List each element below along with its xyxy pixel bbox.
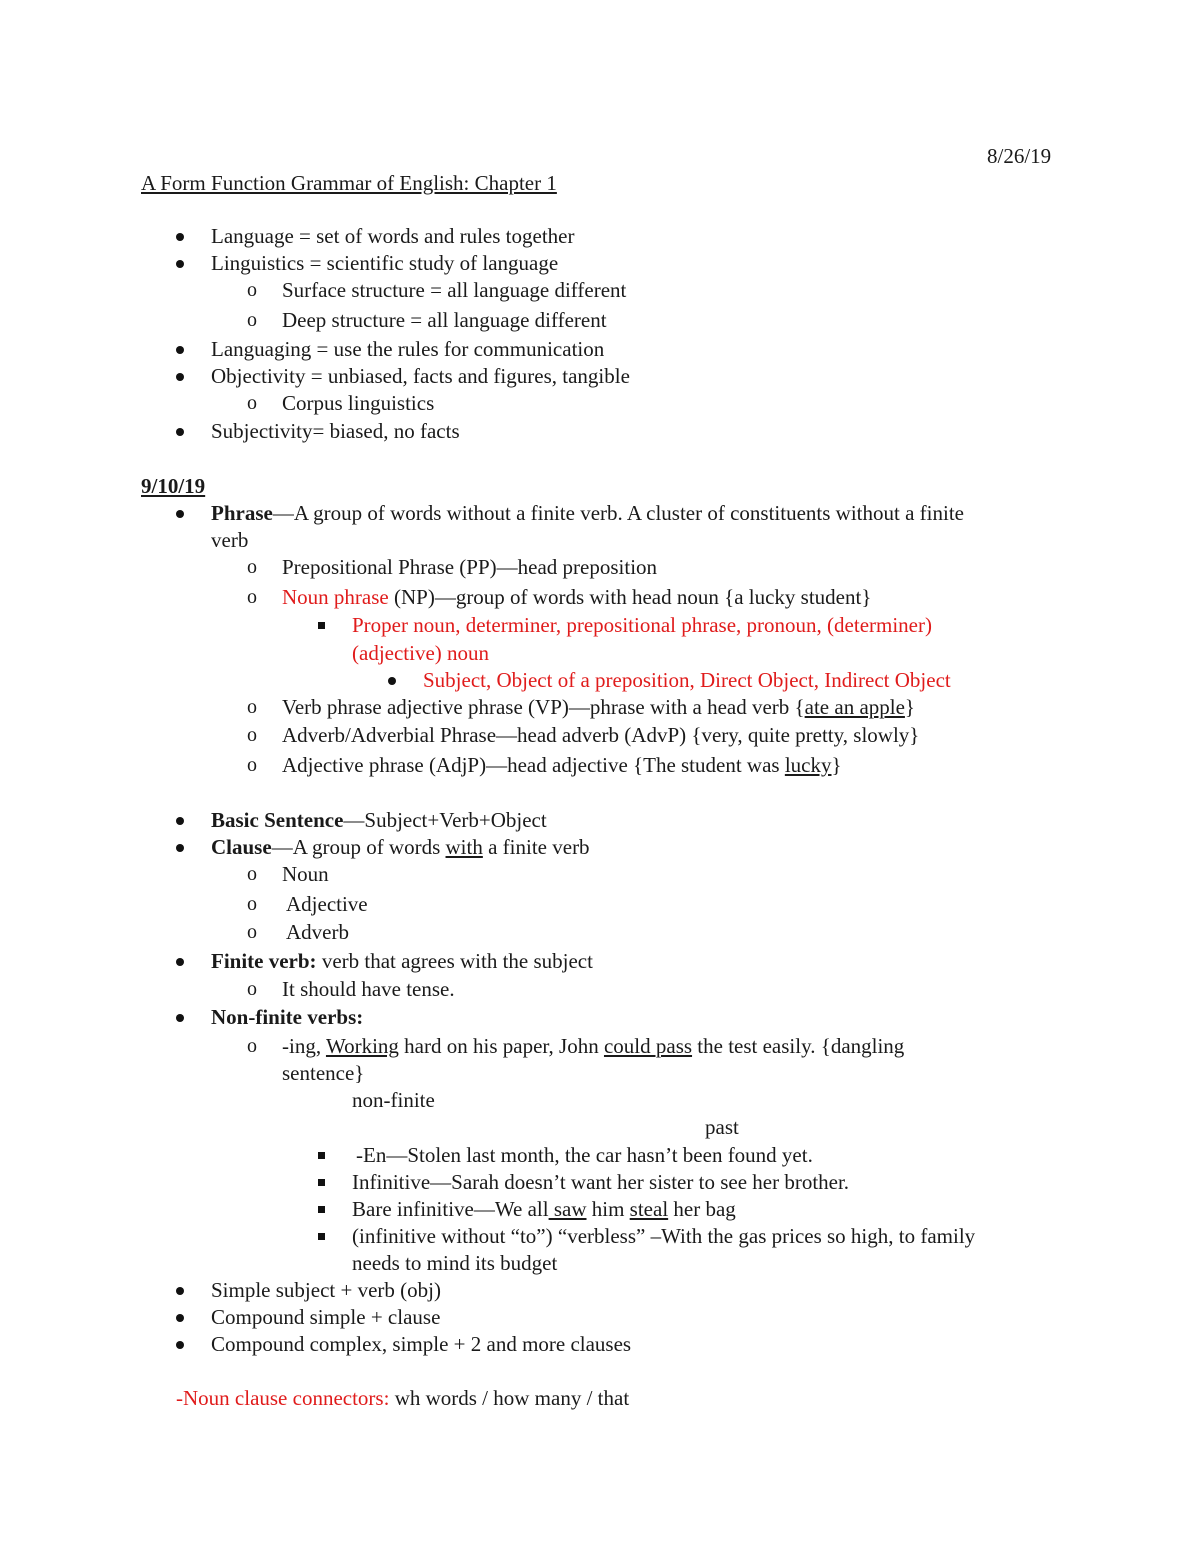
circle-bullet-icon: o	[247, 893, 257, 915]
list-item: Adjective	[286, 892, 368, 916]
page-title: A Form Function Grammar of English: Chapter 1	[141, 171, 557, 195]
date-top: 8/26/19	[987, 144, 1052, 168]
square-bullet-icon	[318, 1206, 325, 1213]
bullet-icon	[176, 510, 184, 518]
list-item: Adverb/Adverbial Phrase—head adverb (AdvP) {very, quite pretty, slowly}	[282, 723, 920, 747]
noun-clause-connectors	[176, 1385, 629, 1412]
circle-bullet-icon: o	[247, 978, 257, 1000]
circle-bullet-icon: o	[247, 556, 257, 578]
text: -ing,	[282, 1034, 326, 1058]
text: hard on his paper, John	[398, 1034, 604, 1058]
list-item: Deep structure = all language different	[282, 308, 607, 332]
list-item-heading: Non-finite verbs:	[211, 1005, 364, 1029]
square-bullet-icon	[318, 622, 325, 629]
circle-bullet-icon: o	[247, 863, 257, 885]
text: a finite verb	[482, 835, 590, 859]
underlined-text: with	[445, 835, 483, 859]
bullet-icon	[176, 1287, 184, 1295]
list-item: Linguistics = scientific study of language	[211, 251, 559, 275]
underlined-text: steal	[629, 1197, 669, 1221]
text: —Subject+Verb+Object	[343, 808, 547, 832]
square-bullet-icon	[318, 1179, 325, 1186]
bullet-icon	[176, 346, 184, 354]
phrase-definition-cont: verb	[211, 528, 249, 552]
list-item: Surface structure = all language different	[282, 278, 627, 302]
list-item	[352, 1196, 736, 1223]
term: Basic Sentence	[211, 808, 344, 832]
list-item	[282, 752, 842, 779]
list-item: Infinitive—Sarah doesn’t want her sister to see her brother.	[352, 1170, 850, 1194]
text: him	[586, 1197, 630, 1221]
text: her bag	[668, 1197, 736, 1221]
list-item	[211, 834, 590, 861]
section-date: 9/10/19	[141, 474, 206, 498]
list-item: (infinitive without “to”) “verbless” –With the gas prices so high, to family	[352, 1224, 976, 1248]
list-item: It should have tense.	[282, 977, 455, 1001]
term: Finite verb:	[211, 949, 317, 973]
list-item: Objectivity = unbiased, facts and figures, tangible	[211, 364, 630, 388]
list-item: Subject, Object of a preposition, Direct Object, Indirect Object	[423, 668, 951, 692]
annotation: non-finite	[352, 1088, 435, 1112]
list-item: Language = set of words and rules together	[211, 224, 575, 248]
circle-bullet-icon: o	[247, 586, 257, 608]
text: —A group of words	[271, 835, 446, 859]
red-text: -Noun clause connectors:	[176, 1386, 390, 1410]
bullet-icon	[176, 958, 184, 966]
annotation: past	[705, 1115, 739, 1139]
list-item-cont: (adjective) noun	[352, 641, 490, 665]
bullet-icon	[176, 817, 184, 825]
text: }	[831, 753, 842, 777]
text: Bare infinitive—We all	[352, 1197, 549, 1221]
list-item: Prepositional Phrase (PP)—head preposition	[282, 555, 658, 579]
text: wh words / how many / that	[389, 1386, 630, 1410]
bullet-icon	[176, 1014, 184, 1022]
list-item	[282, 694, 915, 721]
text: (NP)—group of words with head noun {a lucky student}	[388, 585, 872, 609]
circle-bullet-icon: o	[247, 392, 257, 414]
circle-bullet-icon: o	[247, 309, 257, 331]
list-item-cont: needs to mind its budget	[352, 1251, 558, 1275]
square-bullet-icon	[318, 1233, 325, 1240]
list-item: Compound complex, simple + 2 and more clauses	[211, 1332, 632, 1356]
circle-bullet-icon: o	[247, 1035, 257, 1057]
list-item	[211, 948, 593, 975]
term: Clause	[211, 835, 272, 859]
square-bullet-icon	[318, 1152, 325, 1159]
term: Phrase	[211, 501, 273, 525]
list-item-cont: sentence}	[282, 1061, 365, 1085]
underlined-text: saw	[548, 1197, 587, 1221]
list-item: Noun	[282, 862, 329, 886]
text: }	[904, 695, 916, 719]
circle-bullet-icon: o	[247, 921, 257, 943]
list-item	[282, 584, 871, 611]
text: Verb phrase adjective phrase (VP)—phrase with a head verb {	[282, 695, 805, 719]
circle-bullet-icon: o	[247, 279, 257, 301]
bullet-icon	[176, 844, 184, 852]
text: Adjective phrase (AdjP)—head adjective {The student was	[282, 753, 785, 777]
list-item: Subjectivity= biased, no facts	[211, 419, 460, 443]
phrase-definition	[211, 500, 964, 527]
list-item: -En—Stolen last month, the car hasn’t been found yet.	[356, 1143, 813, 1167]
text: —A group of words without a finite verb. A cluster of constituents without a finite	[272, 501, 964, 525]
underlined-text: ate an apple	[804, 695, 905, 719]
red-text: Noun phrase	[282, 585, 389, 609]
text: the test easily. {dangling	[692, 1034, 905, 1058]
list-item: Adverb	[286, 920, 349, 944]
bullet-icon	[176, 1341, 184, 1349]
bullet-icon	[388, 677, 396, 685]
list-item: Proper noun, determiner, prepositional phrase, pronoun, (determiner)	[352, 613, 932, 637]
list-item: Compound simple + clause	[211, 1305, 441, 1329]
circle-bullet-icon: o	[247, 724, 257, 746]
bullet-icon	[176, 1314, 184, 1322]
bullet-icon	[176, 373, 184, 381]
underlined-text: could pass	[603, 1034, 693, 1058]
list-item: Simple subject + verb (obj)	[211, 1278, 441, 1302]
bullet-icon	[176, 233, 184, 241]
bullet-icon	[176, 260, 184, 268]
underlined-text: Working	[325, 1034, 399, 1058]
bullet-icon	[176, 428, 184, 436]
text: verb that agrees with the subject	[316, 949, 593, 973]
list-item	[282, 1033, 904, 1060]
list-item	[211, 807, 547, 834]
list-item: Languaging = use the rules for communication	[211, 337, 605, 361]
circle-bullet-icon: o	[247, 696, 257, 718]
list-item: Corpus linguistics	[282, 391, 435, 415]
circle-bullet-icon: o	[247, 754, 257, 776]
underlined-text: lucky	[784, 753, 832, 777]
